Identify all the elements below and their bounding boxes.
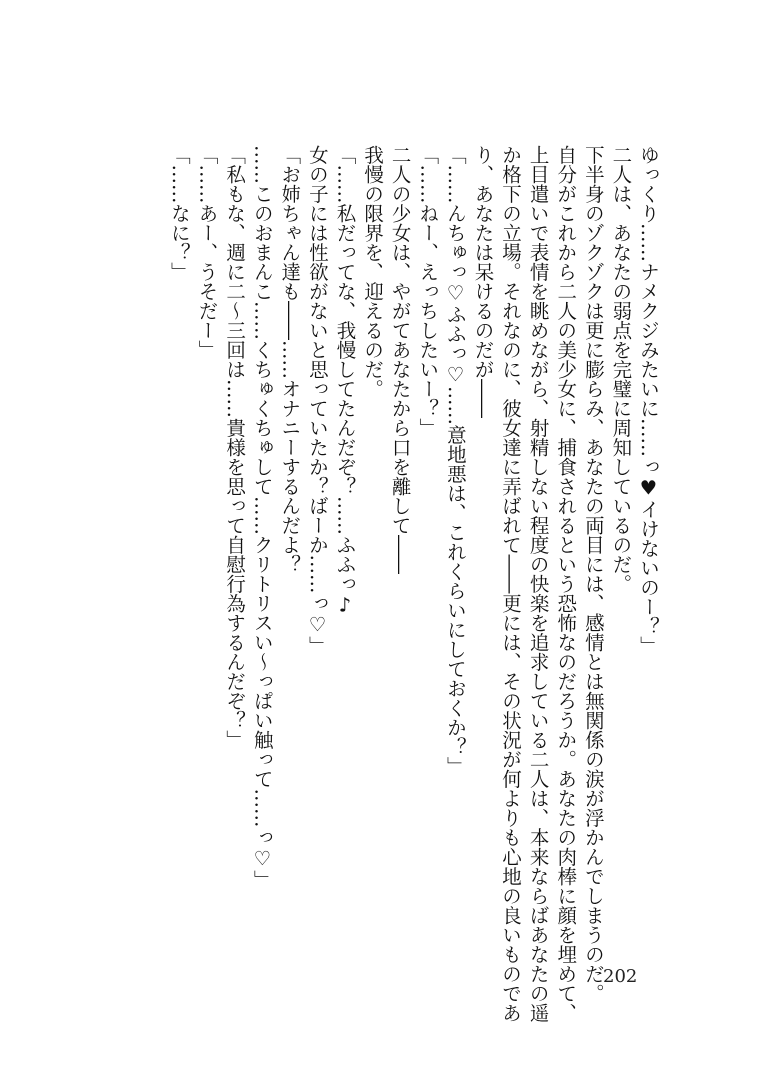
text-line: 「……あー、うそだー」 [195, 145, 219, 360]
text-line: り、あなたは呆けるのだが―― [471, 145, 495, 418]
text-line: 「……ねー、えっちしたいー？」 [416, 145, 440, 438]
text-line: 二人の少女は、やがてあなたから口を離して―― [388, 145, 412, 574]
text-line: 女の子には性欲がないと思っていたか？ばーか……っ♡」 [305, 145, 329, 656]
text-line: 「……んちゅっ♡ふふっ♡……意地悪は、これくらいにしておくか？」 [443, 145, 467, 776]
text-line: か格下の立場。それなのに、彼女達に弄ばれて――更には、その状況が何よりも心地の良いものであ [499, 145, 523, 1023]
page-number: 202 [603, 966, 638, 987]
text-line: 「お姉ちゃん達も――……オナニーするんだよ？ [278, 145, 302, 574]
text-line: 我慢の限界を、迎えるのだ。 [361, 145, 385, 399]
text-line: ゆっくり……ナメクジみたいに……っ♥イけないのー？」 [637, 145, 660, 656]
text-line: 「……私だってな、我慢してたんだぞ？……ふふっ♪ [333, 145, 357, 617]
text-line: ……このおまんこ……くちゅくちゅして……クリトリスい～っぱい触って……っ♡」 [250, 145, 274, 890]
text-line: 上目遣いで表情を眺めながら、射精しない程度の快楽を追求している二人は、本来ならばあなたの遥 [526, 145, 550, 1023]
text-line: 下半身のゾクゾクは更に膨らみ、あなたの両目には、感情とは無関係の涙が浮かんでしまうのだ。 [581, 145, 605, 1003]
text-line: 自分がこれから二人の美少女に、捕食されるという恐怖なのだろうか。あなたの肉棒に顔を埋めて、 [554, 145, 578, 1023]
text-line: 「……なに？」 [167, 145, 191, 282]
vertical-text-body [165, 145, 662, 1023]
text-line: 「私もな、週に二～三回は……貴様を思って自慰行為するんだぞ？」 [223, 145, 247, 750]
text-line: 二人は、あなたの弱点を完璧に周知しているのだ。 [609, 145, 633, 594]
